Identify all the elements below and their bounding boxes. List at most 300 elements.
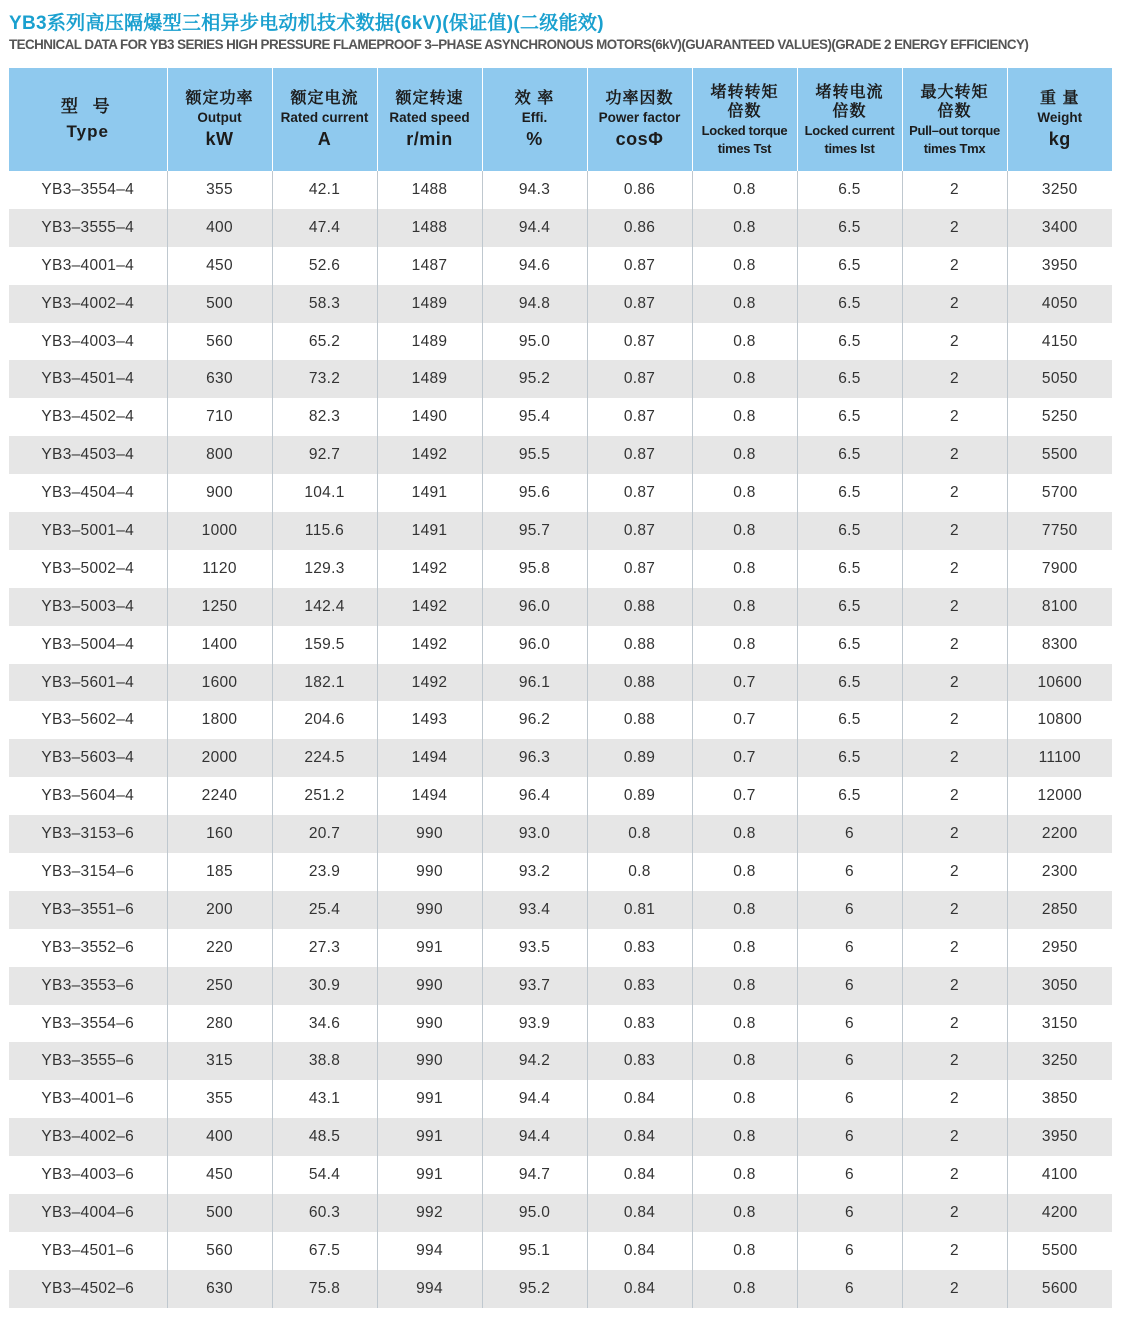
cell-efficiency: 95.7 xyxy=(482,512,587,550)
cell-weight: 2850 xyxy=(1007,891,1112,929)
cell-pull-out-torque: 2 xyxy=(902,739,1007,777)
header-unit: kW xyxy=(205,128,234,149)
cell-pull-out-torque: 2 xyxy=(902,550,1007,588)
cell-power-factor: 0.84 xyxy=(587,1194,692,1232)
cell-power-factor: 0.8 xyxy=(587,853,692,891)
header-weight xyxy=(1007,68,1112,171)
cell-speed: 990 xyxy=(377,815,482,853)
cell-locked-torque: 0.8 xyxy=(692,626,797,664)
cell-locked-current: 6.5 xyxy=(797,474,902,512)
cell-weight: 4100 xyxy=(1007,1156,1112,1194)
cell-type: YB3–5603–4 xyxy=(9,739,167,777)
cell-weight: 2300 xyxy=(1007,853,1112,891)
table-row xyxy=(9,171,1112,209)
header-cn: 型 号 xyxy=(60,97,115,117)
cell-pull-out-torque: 2 xyxy=(902,815,1007,853)
header-en: Locked torque xyxy=(701,123,788,139)
cell-current: 129.3 xyxy=(272,550,377,588)
cell-locked-torque: 0.8 xyxy=(692,323,797,361)
header-cn: 额定功率 xyxy=(185,89,254,107)
cell-pull-out-torque: 2 xyxy=(902,1080,1007,1118)
cell-weight: 11100 xyxy=(1007,739,1112,777)
cell-pull-out-torque: 2 xyxy=(902,664,1007,702)
header-cn-line2: 倍数 xyxy=(727,102,762,120)
cell-type: YB3–4501–6 xyxy=(9,1232,167,1270)
cell-efficiency: 93.0 xyxy=(482,815,587,853)
cell-current: 251.2 xyxy=(272,777,377,815)
cell-type: YB3–4002–4 xyxy=(9,285,167,323)
cell-output: 355 xyxy=(167,171,272,209)
cell-current: 34.6 xyxy=(272,1005,377,1043)
cell-locked-current: 6.5 xyxy=(797,209,902,247)
cell-locked-torque: 0.8 xyxy=(692,967,797,1005)
header-cn: 额定电流 xyxy=(290,89,359,107)
cell-speed: 1491 xyxy=(377,474,482,512)
cell-efficiency: 94.3 xyxy=(482,171,587,209)
header-type xyxy=(9,68,167,171)
header-rated-speed xyxy=(377,68,482,171)
cell-output: 400 xyxy=(167,1118,272,1156)
cell-efficiency: 94.4 xyxy=(482,1118,587,1156)
cell-current: 20.7 xyxy=(272,815,377,853)
cell-speed: 1492 xyxy=(377,436,482,474)
table-row xyxy=(9,853,1112,891)
header-pull-out-torque xyxy=(902,68,1007,171)
table-row xyxy=(9,1005,1112,1043)
header-en: Locked current xyxy=(804,123,895,139)
cell-current: 159.5 xyxy=(272,626,377,664)
cell-current: 42.1 xyxy=(272,171,377,209)
table-row xyxy=(9,626,1112,664)
cell-output: 1000 xyxy=(167,512,272,550)
header-unit: r/min xyxy=(406,128,453,149)
cell-power-factor: 0.88 xyxy=(587,701,692,739)
cell-locked-torque: 0.8 xyxy=(692,285,797,323)
cell-power-factor: 0.87 xyxy=(587,247,692,285)
header-cn-line2: 倍数 xyxy=(832,102,867,120)
cell-speed: 1490 xyxy=(377,398,482,436)
cell-locked-current: 6.5 xyxy=(797,739,902,777)
technical-data-table xyxy=(9,68,1112,1308)
cell-efficiency: 95.6 xyxy=(482,474,587,512)
cell-type: YB3–5003–4 xyxy=(9,588,167,626)
cell-current: 52.6 xyxy=(272,247,377,285)
cell-weight: 2200 xyxy=(1007,815,1112,853)
cell-locked-current: 6.5 xyxy=(797,323,902,361)
cell-speed: 1489 xyxy=(377,360,482,398)
cell-power-factor: 0.87 xyxy=(587,323,692,361)
cell-output: 1120 xyxy=(167,550,272,588)
cell-speed: 1494 xyxy=(377,739,482,777)
cell-power-factor: 0.83 xyxy=(587,1042,692,1080)
cell-efficiency: 96.4 xyxy=(482,777,587,815)
cell-weight: 7900 xyxy=(1007,550,1112,588)
cell-efficiency: 94.7 xyxy=(482,1156,587,1194)
cell-pull-out-torque: 2 xyxy=(902,588,1007,626)
cell-locked-current: 6.5 xyxy=(797,285,902,323)
header-unit: A xyxy=(317,128,332,149)
table-row xyxy=(9,891,1112,929)
cell-locked-current: 6.5 xyxy=(797,398,902,436)
cell-type: YB3–3153–6 xyxy=(9,815,167,853)
cell-pull-out-torque: 2 xyxy=(902,512,1007,550)
cell-weight: 8300 xyxy=(1007,626,1112,664)
cell-output: 220 xyxy=(167,929,272,967)
cell-power-factor: 0.81 xyxy=(587,891,692,929)
cell-efficiency: 95.4 xyxy=(482,398,587,436)
cell-weight: 7750 xyxy=(1007,512,1112,550)
cell-locked-current: 6 xyxy=(797,1080,902,1118)
cell-current: 92.7 xyxy=(272,436,377,474)
cell-speed: 1492 xyxy=(377,626,482,664)
cell-locked-current: 6 xyxy=(797,1232,902,1270)
cell-power-factor: 0.87 xyxy=(587,436,692,474)
cell-efficiency: 94.4 xyxy=(482,209,587,247)
cell-power-factor: 0.87 xyxy=(587,398,692,436)
cell-weight: 12000 xyxy=(1007,777,1112,815)
cell-weight: 5700 xyxy=(1007,474,1112,512)
cell-locked-torque: 0.8 xyxy=(692,929,797,967)
cell-locked-torque: 0.8 xyxy=(692,815,797,853)
header-cn: 重 量 xyxy=(1040,89,1080,107)
cell-pull-out-torque: 2 xyxy=(902,626,1007,664)
cell-locked-torque: 0.7 xyxy=(692,701,797,739)
cell-current: 75.8 xyxy=(272,1270,377,1308)
table-row xyxy=(9,1042,1112,1080)
cell-type: YB3–4004–6 xyxy=(9,1194,167,1232)
cell-locked-torque: 0.8 xyxy=(692,512,797,550)
cell-current: 23.9 xyxy=(272,853,377,891)
cell-power-factor: 0.8 xyxy=(587,815,692,853)
header-efficiency xyxy=(482,68,587,171)
cell-power-factor: 0.89 xyxy=(587,777,692,815)
cell-locked-torque: 0.8 xyxy=(692,1156,797,1194)
cell-pull-out-torque: 2 xyxy=(902,398,1007,436)
cell-efficiency: 96.3 xyxy=(482,739,587,777)
header-cn: 堵转电流 xyxy=(815,83,884,101)
cell-speed: 1492 xyxy=(377,588,482,626)
cell-power-factor: 0.89 xyxy=(587,739,692,777)
cell-pull-out-torque: 2 xyxy=(902,853,1007,891)
cell-speed: 994 xyxy=(377,1270,482,1308)
cell-locked-torque: 0.7 xyxy=(692,777,797,815)
cell-power-factor: 0.84 xyxy=(587,1080,692,1118)
cell-locked-torque: 0.7 xyxy=(692,739,797,777)
cell-speed: 1488 xyxy=(377,171,482,209)
cell-type: YB3–3555–6 xyxy=(9,1042,167,1080)
cell-power-factor: 0.87 xyxy=(587,474,692,512)
cell-locked-torque: 0.8 xyxy=(692,398,797,436)
cell-efficiency: 95.2 xyxy=(482,1270,587,1308)
cell-current: 67.5 xyxy=(272,1232,377,1270)
cell-pull-out-torque: 2 xyxy=(902,247,1007,285)
cell-output: 1400 xyxy=(167,626,272,664)
cell-speed: 990 xyxy=(377,891,482,929)
header-en: Output xyxy=(197,109,242,125)
cell-efficiency: 93.7 xyxy=(482,967,587,1005)
cell-output: 900 xyxy=(167,474,272,512)
header-cn-line2: 倍数 xyxy=(937,102,972,120)
cell-locked-current: 6.5 xyxy=(797,626,902,664)
cell-current: 73.2 xyxy=(272,360,377,398)
cell-power-factor: 0.87 xyxy=(587,550,692,588)
cell-weight: 3850 xyxy=(1007,1080,1112,1118)
cell-locked-current: 6 xyxy=(797,929,902,967)
cell-output: 2240 xyxy=(167,777,272,815)
cell-type: YB3–5601–4 xyxy=(9,664,167,702)
cell-power-factor: 0.83 xyxy=(587,967,692,1005)
cell-locked-current: 6 xyxy=(797,853,902,891)
cell-current: 224.5 xyxy=(272,739,377,777)
cell-speed: 1488 xyxy=(377,209,482,247)
cell-speed: 991 xyxy=(377,1156,482,1194)
cell-speed: 990 xyxy=(377,853,482,891)
cell-efficiency: 93.5 xyxy=(482,929,587,967)
table-row xyxy=(9,323,1112,361)
cell-speed: 990 xyxy=(377,1042,482,1080)
cell-type: YB3–3553–6 xyxy=(9,967,167,1005)
cell-pull-out-torque: 2 xyxy=(902,1232,1007,1270)
cell-weight: 3150 xyxy=(1007,1005,1112,1043)
cell-locked-current: 6 xyxy=(797,891,902,929)
table-row xyxy=(9,360,1112,398)
table-header-row xyxy=(9,68,1112,171)
table-row xyxy=(9,1080,1112,1118)
header-cn: 功率因数 xyxy=(605,89,674,107)
cell-power-factor: 0.84 xyxy=(587,1270,692,1308)
cell-power-factor: 0.88 xyxy=(587,588,692,626)
cell-current: 142.4 xyxy=(272,588,377,626)
table-row xyxy=(9,664,1112,702)
cell-efficiency: 93.2 xyxy=(482,853,587,891)
cell-pull-out-torque: 2 xyxy=(902,1005,1007,1043)
cell-locked-torque: 0.8 xyxy=(692,1042,797,1080)
cell-output: 1600 xyxy=(167,664,272,702)
cell-weight: 5050 xyxy=(1007,360,1112,398)
table-row xyxy=(9,815,1112,853)
cell-weight: 3400 xyxy=(1007,209,1112,247)
cell-output: 630 xyxy=(167,360,272,398)
header-en: Weight xyxy=(1037,109,1083,125)
table-row xyxy=(9,739,1112,777)
table-row xyxy=(9,398,1112,436)
cell-type: YB3–4501–4 xyxy=(9,360,167,398)
cell-power-factor: 0.86 xyxy=(587,171,692,209)
cell-power-factor: 0.86 xyxy=(587,209,692,247)
table-row xyxy=(9,285,1112,323)
cell-type: YB3–4002–6 xyxy=(9,1118,167,1156)
cell-output: 400 xyxy=(167,209,272,247)
cell-efficiency: 95.5 xyxy=(482,436,587,474)
header-unit: % xyxy=(526,128,543,149)
cell-locked-torque: 0.8 xyxy=(692,209,797,247)
cell-weight: 4150 xyxy=(1007,323,1112,361)
cell-efficiency: 94.4 xyxy=(482,1080,587,1118)
cell-efficiency: 95.0 xyxy=(482,1194,587,1232)
cell-locked-torque: 0.8 xyxy=(692,1118,797,1156)
cell-weight: 5500 xyxy=(1007,436,1112,474)
cell-pull-out-torque: 2 xyxy=(902,285,1007,323)
cell-power-factor: 0.84 xyxy=(587,1232,692,1270)
table-row xyxy=(9,967,1112,1005)
cell-output: 185 xyxy=(167,853,272,891)
cell-efficiency: 95.0 xyxy=(482,323,587,361)
cell-current: 48.5 xyxy=(272,1118,377,1156)
cell-type: YB3–4504–4 xyxy=(9,474,167,512)
cell-locked-torque: 0.8 xyxy=(692,1270,797,1308)
cell-pull-out-torque: 2 xyxy=(902,929,1007,967)
cell-locked-current: 6.5 xyxy=(797,360,902,398)
header-en-line2: times Tmx xyxy=(923,140,986,156)
cell-weight: 5250 xyxy=(1007,398,1112,436)
cell-weight: 5500 xyxy=(1007,1232,1112,1270)
cell-current: 182.1 xyxy=(272,664,377,702)
table-row xyxy=(9,209,1112,247)
cell-speed: 1491 xyxy=(377,512,482,550)
cell-locked-current: 6.5 xyxy=(797,664,902,702)
cell-current: 115.6 xyxy=(272,512,377,550)
header-unit: kg xyxy=(1048,128,1071,149)
cell-efficiency: 94.8 xyxy=(482,285,587,323)
cell-efficiency: 95.8 xyxy=(482,550,587,588)
cell-weight: 3250 xyxy=(1007,1042,1112,1080)
cell-efficiency: 96.0 xyxy=(482,626,587,664)
cell-current: 47.4 xyxy=(272,209,377,247)
cell-locked-current: 6 xyxy=(797,1118,902,1156)
header-en: Pull–out torque xyxy=(909,123,1000,139)
table-row xyxy=(9,929,1112,967)
cell-output: 500 xyxy=(167,285,272,323)
cell-pull-out-torque: 2 xyxy=(902,323,1007,361)
header-locked-current xyxy=(797,68,902,171)
header-unit: cosΦ xyxy=(615,128,664,149)
cell-type: YB3–3554–4 xyxy=(9,171,167,209)
cell-weight: 3250 xyxy=(1007,171,1112,209)
cell-current: 204.6 xyxy=(272,701,377,739)
cell-output: 1250 xyxy=(167,588,272,626)
cell-efficiency: 93.9 xyxy=(482,1005,587,1043)
cell-locked-torque: 0.7 xyxy=(692,664,797,702)
cell-type: YB3–3554–6 xyxy=(9,1005,167,1043)
cell-pull-out-torque: 2 xyxy=(902,436,1007,474)
cell-type: YB3–4001–6 xyxy=(9,1080,167,1118)
cell-power-factor: 0.84 xyxy=(587,1118,692,1156)
cell-weight: 4050 xyxy=(1007,285,1112,323)
cell-efficiency: 95.2 xyxy=(482,360,587,398)
cell-output: 250 xyxy=(167,967,272,1005)
cell-pull-out-torque: 2 xyxy=(902,1042,1007,1080)
table-row xyxy=(9,436,1112,474)
cell-efficiency: 96.2 xyxy=(482,701,587,739)
cell-efficiency: 95.1 xyxy=(482,1232,587,1270)
cell-pull-out-torque: 2 xyxy=(902,171,1007,209)
table-row xyxy=(9,701,1112,739)
cell-output: 355 xyxy=(167,1080,272,1118)
table-row xyxy=(9,550,1112,588)
cell-type: YB3–4503–4 xyxy=(9,436,167,474)
table-row xyxy=(9,247,1112,285)
cell-type: YB3–3154–6 xyxy=(9,853,167,891)
cell-current: 60.3 xyxy=(272,1194,377,1232)
table-row xyxy=(9,1194,1112,1232)
header-cn: 额定转速 xyxy=(395,89,464,107)
cell-type: YB3–4502–6 xyxy=(9,1270,167,1308)
cell-speed: 992 xyxy=(377,1194,482,1232)
header-en: Type xyxy=(66,121,109,141)
cell-locked-current: 6.5 xyxy=(797,247,902,285)
cell-output: 1800 xyxy=(167,701,272,739)
page-title: YB3系列高压隔爆型三相异步电动机技术数据(6kV)(保证值)(二级能效) xyxy=(9,13,604,34)
cell-output: 630 xyxy=(167,1270,272,1308)
cell-weight: 2950 xyxy=(1007,929,1112,967)
cell-speed: 1487 xyxy=(377,247,482,285)
cell-locked-torque: 0.8 xyxy=(692,891,797,929)
cell-speed: 991 xyxy=(377,1118,482,1156)
header-cn: 最大转矩 xyxy=(920,83,989,101)
header-en: Rated current xyxy=(280,109,369,125)
cell-speed: 1492 xyxy=(377,664,482,702)
cell-weight: 4200 xyxy=(1007,1194,1112,1232)
cell-pull-out-torque: 2 xyxy=(902,701,1007,739)
cell-locked-torque: 0.8 xyxy=(692,1232,797,1270)
table-row xyxy=(9,1156,1112,1194)
cell-weight: 5600 xyxy=(1007,1270,1112,1308)
cell-locked-torque: 0.8 xyxy=(692,436,797,474)
cell-pull-out-torque: 2 xyxy=(902,967,1007,1005)
cell-locked-current: 6.5 xyxy=(797,777,902,815)
cell-efficiency: 94.2 xyxy=(482,1042,587,1080)
cell-power-factor: 0.87 xyxy=(587,512,692,550)
cell-type: YB3–4001–4 xyxy=(9,247,167,285)
cell-weight: 10800 xyxy=(1007,701,1112,739)
cell-locked-current: 6.5 xyxy=(797,550,902,588)
cell-pull-out-torque: 2 xyxy=(902,777,1007,815)
cell-locked-torque: 0.8 xyxy=(692,360,797,398)
cell-current: 58.3 xyxy=(272,285,377,323)
cell-pull-out-torque: 2 xyxy=(902,1270,1007,1308)
header-en: Rated speed xyxy=(389,109,470,125)
cell-speed: 991 xyxy=(377,929,482,967)
cell-weight: 8100 xyxy=(1007,588,1112,626)
cell-locked-current: 6 xyxy=(797,1270,902,1308)
cell-efficiency: 94.6 xyxy=(482,247,587,285)
cell-output: 800 xyxy=(167,436,272,474)
cell-weight: 3950 xyxy=(1007,1118,1112,1156)
cell-current: 54.4 xyxy=(272,1156,377,1194)
cell-locked-current: 6 xyxy=(797,1042,902,1080)
cell-output: 2000 xyxy=(167,739,272,777)
cell-output: 450 xyxy=(167,1156,272,1194)
cell-efficiency: 96.0 xyxy=(482,588,587,626)
cell-type: YB3–5002–4 xyxy=(9,550,167,588)
table-row xyxy=(9,474,1112,512)
cell-current: 82.3 xyxy=(272,398,377,436)
cell-speed: 991 xyxy=(377,1080,482,1118)
cell-locked-torque: 0.8 xyxy=(692,550,797,588)
cell-output: 200 xyxy=(167,891,272,929)
page-subtitle: TECHNICAL DATA FOR YB3 SERIES HIGH PRESSURE FLAMEPROOF 3–PHASE ASYNCHRONOUS MOTORS(6kV)(GUARANTEED VALUES)(GRADE 2 ENERGY EFFICIENCY) xyxy=(9,37,1029,52)
cell-efficiency: 93.4 xyxy=(482,891,587,929)
cell-speed: 1493 xyxy=(377,701,482,739)
cell-type: YB3–4003–6 xyxy=(9,1156,167,1194)
cell-current: 104.1 xyxy=(272,474,377,512)
cell-pull-out-torque: 2 xyxy=(902,1194,1007,1232)
cell-type: YB3–3552–6 xyxy=(9,929,167,967)
cell-power-factor: 0.83 xyxy=(587,929,692,967)
header-en: Power factor xyxy=(598,109,681,125)
cell-current: 65.2 xyxy=(272,323,377,361)
cell-locked-current: 6.5 xyxy=(797,701,902,739)
